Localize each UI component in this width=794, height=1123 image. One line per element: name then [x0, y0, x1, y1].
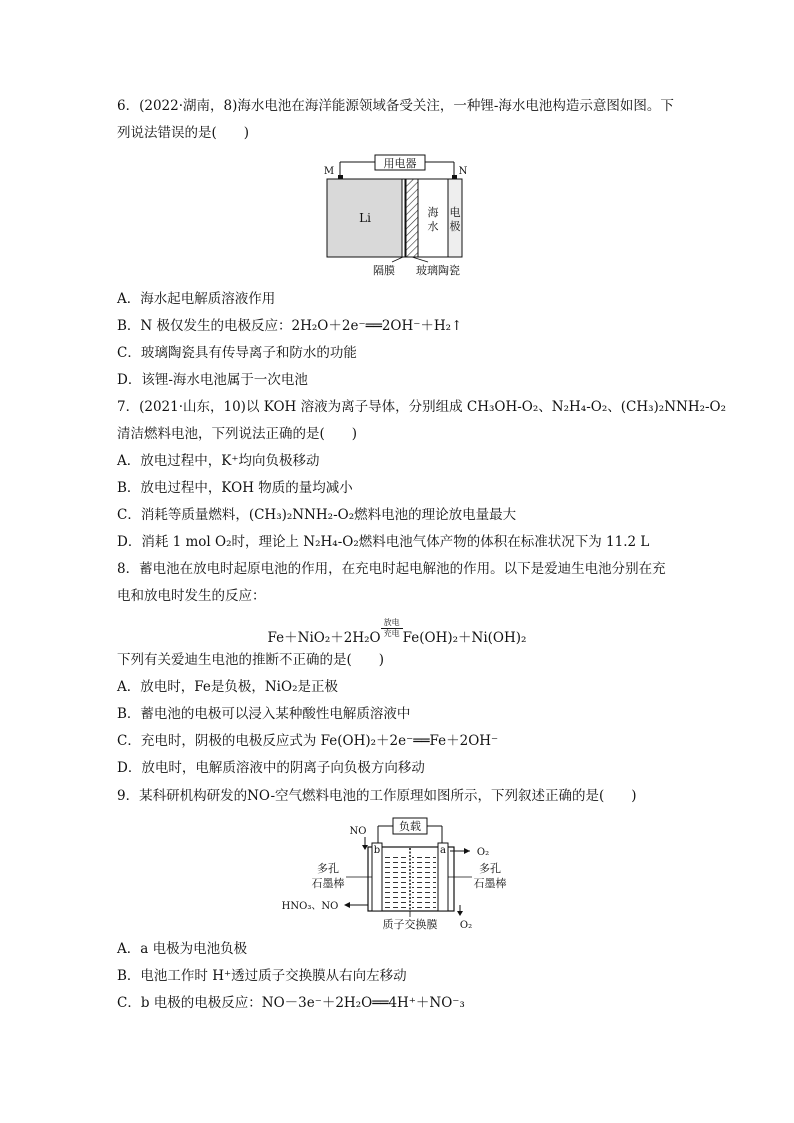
q9-hno3-label: HNO₃、NO [281, 901, 339, 912]
q7-option-d: D．消耗 1 mol O₂时，理论上 N₂H₄-O₂燃料电池气体产物的体积在标准状况下为 11.2 L [117, 534, 650, 550]
q6-option-d: D．该锂-海水电池属于一次电池 [117, 372, 308, 388]
q7-option-a: A．放电过程中，K⁺均向负极移动 [117, 453, 320, 469]
q7-option-b: B．放电过程中，KOH 物质的量均减小 [117, 480, 353, 496]
q9-stem: 9．某科研机构研发的NO-空气燃料电池的工作原理如图所示，下列叙述正确的是( ) [117, 788, 637, 804]
q6-stem-line1: 6．(2022·湖南，8)海水电池在海洋能源领域备受关注，一种锂-海水电池构造示意图如图。下 [117, 98, 674, 114]
q6-m-label: M [323, 166, 335, 177]
q9-left-solution [384, 855, 408, 909]
q8-eq-right: Fe(OH)₂＋Ni(OH)₂ [402, 630, 527, 646]
q9-right-solution [412, 855, 436, 909]
q6-ceramic-layer [406, 179, 418, 257]
q8-option-d: D．放电时，电解质溶液中的阴离子向负极方向移动 [117, 760, 425, 776]
q9-no-label: NO [349, 826, 367, 837]
q6-ceramic-label: 玻璃陶瓷 [416, 264, 460, 277]
q6-stem-line2: 列说法错误的是( ) [117, 125, 250, 141]
q6-membrane-label: 隔膜 [373, 264, 395, 277]
svg-text:水: 水 [427, 220, 439, 233]
q8-option-c: C．充电时，阴极的电极反应式为 Fe(OH)₂＋2e⁻══Fe＋2OH⁻ [117, 733, 499, 749]
q8-eq-left: Fe＋NiO₂＋2H₂O [267, 630, 381, 646]
svg-text:石墨棒: 石墨棒 [473, 877, 507, 890]
q8-option-b: B．蓄电池的电极可以浸入某种酸性电解质溶液中 [117, 706, 411, 722]
q6-device-label: 用电器 [383, 157, 417, 170]
q9-b-label: b [373, 845, 381, 856]
q8-stem-line1: 8．蓄电池在放电时起原电池的作用，在充电时起电解池的作用。以下是爱迪生电池分别在充 [117, 561, 666, 577]
q6-n-label: N [458, 166, 468, 177]
q9-option-a: A．a 电极为电池负极 [117, 941, 248, 957]
q9-a-label: a [440, 845, 446, 856]
q8-stem-line2: 电和放电时发生的反应： [117, 588, 266, 604]
q6-option-a: A．海水起电解质溶液作用 [117, 291, 276, 307]
q8-stem-line3: 下列有关爱迪生电池的推断不正确的是( ) [117, 652, 385, 668]
q9-o2-top-label: O₂ [476, 847, 490, 858]
q9-option-c: C．b 电极的电极反应：NO－3e⁻＋2H₂O══4H⁺＋NO⁻₃ [117, 995, 465, 1011]
svg-text:电: 电 [449, 206, 461, 219]
svg-text:石墨棒: 石墨棒 [311, 877, 345, 890]
q9-membrane-label: 质子交换膜 [382, 918, 438, 931]
q6-li-label: Li [359, 211, 371, 225]
svg-text:极: 极 [449, 220, 461, 233]
q6-battery-diagram [320, 152, 480, 280]
q6-option-c: C．玻璃陶瓷具有传导离子和防水的功能 [117, 345, 357, 361]
q6-option-b: B．N 极仅发生的电极反应：2H₂O＋2e⁻══2OH⁻＋H₂↑ [117, 318, 463, 334]
q9-o2-bottom-label: O₂ [459, 920, 473, 931]
svg-text:海: 海 [427, 206, 439, 219]
svg-text:多孔: 多孔 [479, 862, 501, 875]
q9-fuel-cell-diagram [280, 815, 510, 935]
q9-option-b: B．电池工作时 H⁺透过质子交换膜从右向左移动 [117, 968, 407, 984]
q8-equation [0, 619, 794, 647]
q9-load-label: 负载 [399, 820, 421, 833]
q8-eq-arrow: 放电 充电 [381, 619, 403, 638]
q8-option-a: A．放电时，Fe是负极，NiO₂是正极 [117, 679, 338, 695]
q7-stem-line2: 清洁燃料电池，下列说法正确的是( ) [117, 426, 358, 442]
q7-option-c: C．消耗等质量燃料，(CH₃)₂NNH₂-O₂燃料电池的理论放电量最大 [117, 507, 517, 523]
svg-text:多孔: 多孔 [317, 862, 339, 875]
q7-stem-line1: 7．(2021·山东，10)以 KOH 溶液为离子导体，分别组成 CH₃OH-O₂、N₂H₄-O₂、(CH₃)₂NNH₂-O₂ [117, 399, 727, 415]
